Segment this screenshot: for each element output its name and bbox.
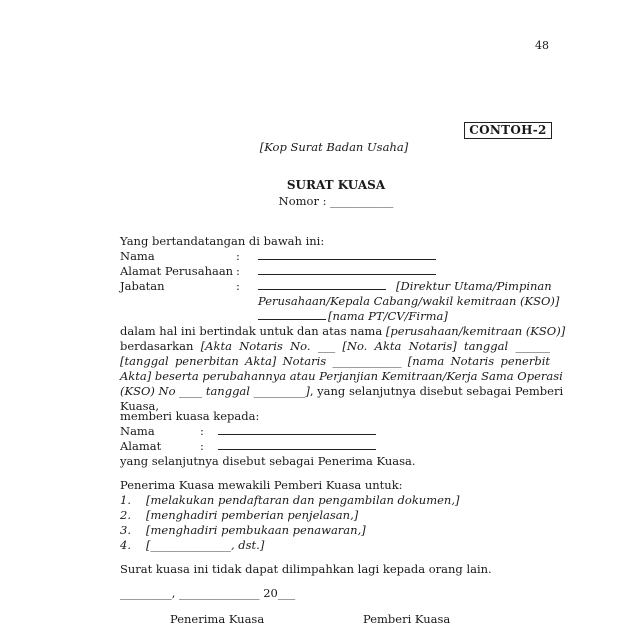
task-3-text: [menghadiri pembukaan penawaran,] <box>146 523 366 537</box>
para1-line5: (KSO) No ____ tanggal _________], yang selanjutnya disebut sebagai Pemberi <box>120 384 564 398</box>
grantor-firm-blank <box>258 319 326 320</box>
grantor-name-colon: : <box>236 249 240 263</box>
grantee-outro: yang selanjutnya disebut sebagai Penerima Kuasa. <box>120 454 416 468</box>
document-number: Nomor : ___________ <box>278 194 394 208</box>
grantor-position-note-1: [Direktur Utama/Pimpinan <box>396 279 552 293</box>
document-title: SURAT KUASA <box>286 178 386 192</box>
task-2-number: 2. <box>120 508 131 522</box>
signature-receiver-label: Penerima Kuasa <box>170 612 265 626</box>
task-1-text: [melakukan pendaftaran dan pengambilan dokumen,] <box>146 493 460 507</box>
intro-text: Yang bertandatangan di bawah ini: <box>120 234 325 248</box>
grantor-name-label: Nama <box>120 249 155 263</box>
signature-giver-label: Pemberi Kuasa <box>363 612 451 626</box>
task-3-number: 3. <box>120 523 131 537</box>
grantor-position-colon: : <box>236 279 240 293</box>
grantee-name-blank <box>218 434 376 435</box>
task-1-number: 1. <box>120 493 131 507</box>
para1-line6: Kuasa, <box>120 399 160 413</box>
para1-line4: Akta] beserta perubahannya atau Perjanjian Kemitraan/Kerja Sama Operasi <box>120 369 563 383</box>
para1-line3: [tanggal penerbitan Akta] Notaris ____________ [nama Notaris penerbit <box>120 354 550 368</box>
example-label-box: CONTOH-2 <box>464 122 552 139</box>
grantor-position-label: Jabatan <box>120 279 165 293</box>
grantor-position-note-3: [nama PT/CV/Firma] <box>328 309 448 323</box>
grantee-intro: memberi kuasa kepada: <box>120 409 260 423</box>
place-date-line: _________, ______________ 20___ <box>120 586 296 600</box>
tasks-intro: Penerima Kuasa mewakili Pemberi Kuasa untuk: <box>120 478 403 492</box>
grantor-position-blank <box>258 289 386 290</box>
task-2-text: [menghadiri pemberian penjelasan,] <box>146 508 359 522</box>
para1-line1: dalam hal ini bertindak untuk dan atas nama [perusahaan/kemitraan (KSO)] <box>120 324 566 338</box>
para1-line2: berdasarkan [Akta Notaris No. ___ [No. Akta Notaris] tanggal ______ <box>120 339 550 353</box>
grantor-address-label: Alamat Perusahaan <box>120 264 234 278</box>
grantee-address-label: Alamat <box>120 439 162 453</box>
grantor-name-blank <box>258 259 436 260</box>
page-number: 48 <box>535 39 549 52</box>
non-transfer-clause: Surat kuasa ini tidak dapat dilimpahkan lagi kepada orang lain. <box>120 562 492 576</box>
grantee-name-colon: : <box>200 424 204 438</box>
grantee-address-blank <box>218 449 376 450</box>
task-4-text: [______________, dst.] <box>146 538 265 552</box>
grantee-name-label: Nama <box>120 424 155 438</box>
grantor-address-blank <box>258 274 436 275</box>
grantor-position-note-2: Perusahaan/Kepala Cabang/wakil kemitraan (KSO)] <box>258 294 560 308</box>
task-4-number: 4. <box>120 538 131 552</box>
letterhead-placeholder: [Kop Surat Badan Usaha] <box>259 140 409 154</box>
grantor-address-colon: : <box>236 264 240 278</box>
grantee-address-colon: : <box>200 439 204 453</box>
